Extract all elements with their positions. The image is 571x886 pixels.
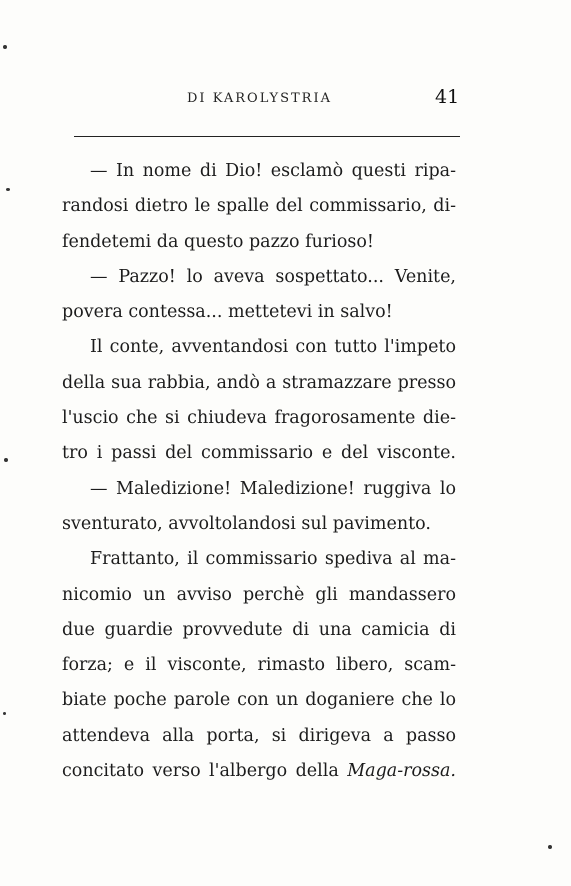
text-line: povera contessa... mettetevi in salvo! xyxy=(62,302,393,323)
final-line-italic: Maga-rossa. xyxy=(347,761,456,782)
running-head: DI KAROLYSTRIA xyxy=(187,91,332,106)
scan-speck xyxy=(548,845,552,849)
text-line: sventurato, avvoltolandosi sul pavimento. xyxy=(62,513,431,534)
text-line: biate poche parole con un doganiere che lo xyxy=(62,690,456,711)
body-text xyxy=(62,154,456,789)
text-line: Il conte, avventandosi con tutto l'impeto xyxy=(90,337,456,358)
text-line: Frattanto, il commissario spediva al ma- xyxy=(90,549,456,570)
text-line: forza; e il visconte, rimasto libero, scam- xyxy=(62,655,456,676)
scan-speck xyxy=(3,712,6,715)
text-line: — Maledizione! Maledizione! ruggiva lo xyxy=(90,478,456,499)
text-line: — In nome di Dio! esclamò questi ripa- xyxy=(90,161,456,181)
text-line-final xyxy=(62,754,456,789)
text-line: nicomio un avviso perchè gli mandassero xyxy=(62,584,456,605)
scan-speck xyxy=(4,458,8,462)
scan-speck xyxy=(3,45,7,49)
final-line-text: concitato verso l'albergo della xyxy=(62,761,348,782)
text-line: randosi dietro le spalle del commissario, di- xyxy=(62,196,456,217)
text-line: due guardie provvedute di una camicia di xyxy=(62,619,456,640)
text-line: fendetemi da questo pazzo furioso! xyxy=(62,231,374,252)
text-line: della sua rabbia, andò a stramazzare presso xyxy=(62,372,456,393)
text-line: attendeva alla porta, si dirigeva a passo xyxy=(62,725,456,746)
text-line: l'uscio che si chiudeva fragorosamente die- xyxy=(62,408,456,429)
text-line: tro i passi del commissario e del visconte. xyxy=(62,443,456,464)
scan-speck xyxy=(6,188,10,191)
text-line: — Pazzo! lo aveva sospettato... Venite, xyxy=(90,266,456,287)
page-number: 41 xyxy=(435,86,460,108)
header-rule xyxy=(74,136,460,137)
